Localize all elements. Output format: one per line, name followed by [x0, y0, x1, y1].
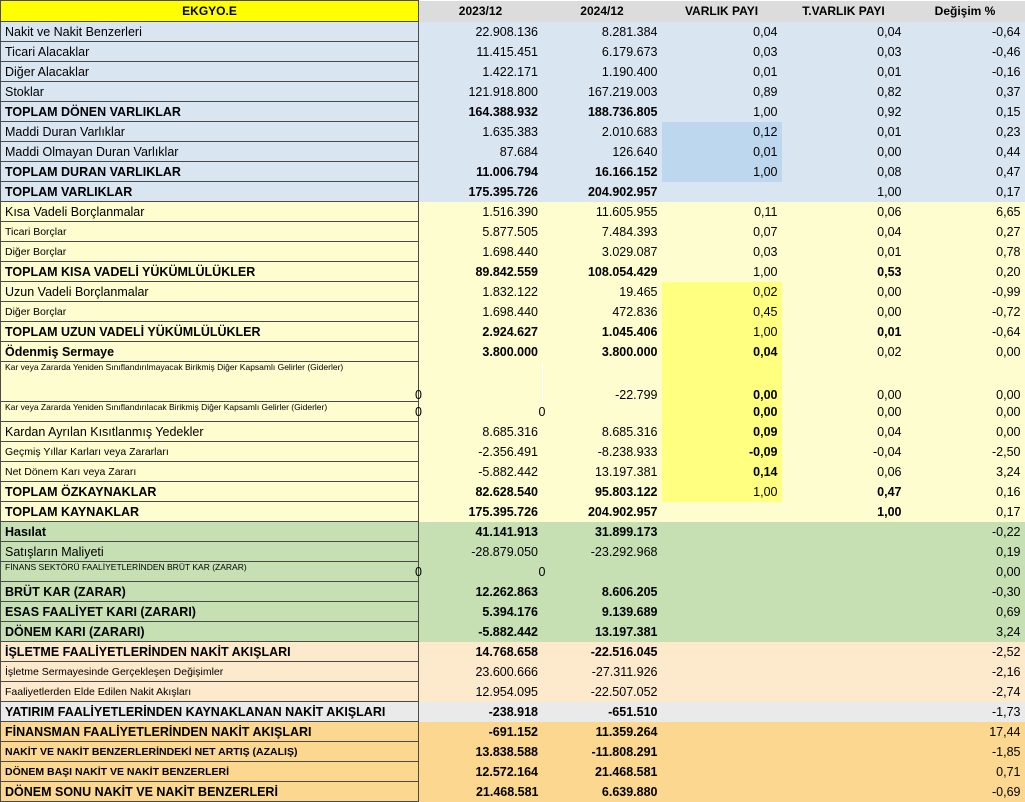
value-2024[interactable]	[538, 402, 662, 422]
t-varlik-payi[interactable]: 0,00	[782, 302, 906, 322]
table-row	[1, 362, 1025, 402]
table-row	[1, 402, 1025, 422]
t-varlik-payi[interactable]	[782, 582, 906, 602]
value-2023[interactable]: 11.006.794	[419, 162, 543, 182]
t-varlik-payi[interactable]	[782, 742, 906, 762]
varlik-payi[interactable]: 0,45	[662, 302, 782, 322]
varlik-payi[interactable]	[662, 642, 782, 662]
row-label[interactable]: DÖNEM SONU NAKİT VE NAKİT BENZERLERİ	[1, 782, 419, 802]
row-label[interactable]: TOPLAM ÖZKAYNAKLAR	[1, 482, 419, 502]
value-2024[interactable]: 21.468.581	[543, 762, 662, 782]
t-varlik-payi[interactable]	[782, 642, 906, 662]
t-varlik-payi[interactable]	[782, 662, 906, 682]
row-label-cell[interactable]	[1, 562, 419, 582]
varlik-payi[interactable]	[662, 762, 782, 782]
value-2023[interactable]: 1.635.383	[419, 122, 543, 142]
degisim[interactable]: 0,23	[906, 122, 1025, 142]
value-2023[interactable]	[415, 402, 543, 422]
value-2023[interactable]: 22.908.136	[419, 22, 543, 42]
varlik-payi[interactable]	[662, 542, 782, 562]
varlik-payi[interactable]	[662, 562, 782, 582]
value-2023[interactable]: 1.832.122	[419, 282, 543, 302]
degisim[interactable]: -0,64	[906, 22, 1025, 42]
table-row	[1, 602, 1025, 622]
value-2024[interactable]: 19.465	[543, 282, 662, 302]
degisim[interactable]: 0,00	[906, 402, 1025, 422]
degisim[interactable]: -2,52	[906, 642, 1025, 662]
table-row	[1, 162, 1025, 182]
table-row	[1, 782, 1025, 802]
varlik-payi[interactable]: 0,04	[662, 22, 782, 42]
row-label[interactable]: TOPLAM UZUN VADELİ YÜKÜMLÜLÜKLER	[1, 322, 419, 342]
value-2023-text: 0	[415, 564, 422, 579]
t-varlik-payi[interactable]: 0,02	[782, 342, 906, 362]
table-row	[1, 702, 1025, 722]
value-2023[interactable]: 12.954.095	[419, 682, 543, 702]
row-label[interactable]: Kısa Vadeli Borçlanmalar	[1, 202, 419, 222]
t-varlik-payi[interactable]	[782, 622, 906, 642]
t-varlik-payi[interactable]: -0,04	[782, 442, 906, 462]
t-varlik-payi[interactable]	[782, 522, 906, 542]
value-2024[interactable]: 204.902.957	[543, 502, 662, 522]
value-2024[interactable]: -11.808.291	[543, 742, 662, 762]
value-2024[interactable]: -23.292.968	[543, 542, 662, 562]
table-row	[1, 242, 1025, 262]
row-label[interactable]: Maddi Olmayan Duran Varlıklar	[1, 142, 419, 162]
degisim[interactable]: 0,27	[906, 222, 1025, 242]
value-2023[interactable]: -5.882.442	[419, 462, 543, 482]
value-2023-text: 0	[415, 404, 422, 419]
varlik-payi[interactable]: 0,04	[662, 342, 782, 362]
varlik-payi[interactable]	[662, 682, 782, 702]
t-varlik-payi[interactable]: 0,00	[782, 362, 906, 402]
value-2024[interactable]: 8.606.205	[543, 582, 662, 602]
value-2023[interactable]: 5.877.505	[419, 222, 543, 242]
row-label[interactable]: TOPLAM DURAN VARLIKLAR	[1, 162, 419, 182]
value-2023-text: 0	[415, 387, 422, 402]
degisim[interactable]: 0,44	[906, 142, 1025, 162]
degisim[interactable]: 0,00	[906, 362, 1025, 402]
row-label[interactable]: NAKİT VE NAKİT BENZERLERİNDEKİ NET ARTIŞ (AZALIŞ)	[1, 742, 419, 762]
col-header-degisim[interactable]: Değişim %	[906, 1, 1025, 22]
value-2024[interactable]: 6.639.880	[543, 782, 662, 802]
row-label[interactable]: TOPLAM VARLIKLAR	[1, 182, 419, 202]
t-varlik-payi[interactable]: 0,00	[782, 402, 906, 422]
value-2023[interactable]: 175.395.726	[419, 182, 543, 202]
value-2023[interactable]: -691.152	[419, 722, 543, 742]
varlik-payi[interactable]: 0,14	[662, 462, 782, 482]
value-2024[interactable]: 13.197.381	[543, 622, 662, 642]
varlik-payi[interactable]: 0,01	[662, 142, 782, 162]
value-2024[interactable]: 9.139.689	[543, 602, 662, 622]
table-row	[1, 722, 1025, 742]
row-label[interactable]: ESAS FAALİYET KARI (ZARARI)	[1, 602, 419, 622]
row-label[interactable]: Satışların Maliyeti	[1, 542, 419, 562]
row-label[interactable]: Stoklar	[1, 82, 419, 102]
value-2023[interactable]: -28.879.050	[419, 542, 543, 562]
value-2023[interactable]: 1.698.440	[419, 302, 543, 322]
value-2023[interactable]: 164.388.932	[419, 102, 543, 122]
degisim[interactable]: 0,16	[906, 482, 1025, 502]
value-2023[interactable]: 1.516.390	[419, 202, 543, 222]
row-label[interactable]: Hasılat	[1, 522, 419, 542]
row-label-cell[interactable]	[1, 362, 419, 402]
varlik-payi[interactable]: 0,01	[662, 62, 782, 82]
degisim[interactable]: 6,65	[906, 202, 1025, 222]
value-2024[interactable]: 167.219.003	[543, 82, 662, 102]
table-row	[1, 102, 1025, 122]
row-label[interactable]: Nakit ve Nakit Benzerleri	[1, 22, 419, 42]
value-2024[interactable]: 1.190.400	[543, 62, 662, 82]
table-row	[1, 22, 1025, 42]
row-label[interactable]: DÖNEM KARI (ZARARI)	[1, 622, 419, 642]
value-2024[interactable]: 2.010.683	[543, 122, 662, 142]
t-varlik-payi[interactable]: 0,04	[782, 222, 906, 242]
value-2023[interactable]: 12.262.863	[419, 582, 543, 602]
value-2024[interactable]: 16.166.152	[543, 162, 662, 182]
row-label[interactable]: Faaliyetlerden Elde Edilen Nakit Akışları	[1, 682, 419, 702]
degisim[interactable]: -0,64	[906, 322, 1025, 342]
degisim[interactable]: -0,22	[906, 522, 1025, 542]
t-varlik-payi[interactable]: 0,47	[782, 482, 906, 502]
varlik-payi[interactable]: 0,11	[662, 202, 782, 222]
table-row	[1, 262, 1025, 282]
t-varlik-payi[interactable]: 0,92	[782, 102, 906, 122]
value-2023[interactable]: 1.698.440	[419, 242, 543, 262]
table-row	[1, 442, 1025, 462]
row-label[interactable]: Kardan Ayrılan Kısıtlanmış Yedekler	[1, 422, 419, 442]
row-label[interactable]: DÖNEM BAŞI NAKİT VE NAKİT BENZERLERİ	[1, 762, 419, 782]
degisim[interactable]: 0,00	[906, 422, 1025, 442]
value-2023[interactable]	[415, 362, 543, 402]
t-varlik-payi[interactable]: 0,82	[782, 82, 906, 102]
t-varlik-payi[interactable]	[782, 682, 906, 702]
table-row	[1, 582, 1025, 602]
table-row	[1, 542, 1025, 562]
t-varlik-payi[interactable]: 0,53	[782, 262, 906, 282]
table-row	[1, 82, 1025, 102]
varlik-payi[interactable]	[662, 702, 782, 722]
table-row	[1, 42, 1025, 62]
t-varlik-payi[interactable]	[782, 702, 906, 722]
degisim[interactable]: -0,99	[906, 282, 1025, 302]
varlik-payi[interactable]: 1,00	[662, 162, 782, 182]
row-label[interactable]: Geçmiş Yıllar Karları veya Zararları	[1, 442, 419, 462]
value-2023[interactable]: -238.918	[419, 702, 543, 722]
col-header-t-varlik-payi[interactable]: T.VARLIK PAYI	[782, 1, 906, 22]
value-2023[interactable]: 14.768.658	[419, 642, 543, 662]
varlik-payi[interactable]	[662, 722, 782, 742]
value-2023[interactable]: 89.842.559	[419, 262, 543, 282]
table-row	[1, 622, 1025, 642]
row-label[interactable]: Ticari Alacaklar	[1, 42, 419, 62]
table-row	[1, 522, 1025, 542]
value-2024[interactable]: 31.899.173	[543, 522, 662, 542]
varlik-payi[interactable]: 0,00	[662, 402, 782, 422]
table-row	[1, 422, 1025, 442]
value-2023[interactable]: 12.572.164	[419, 762, 543, 782]
row-label[interactable]: TOPLAM KISA VADELİ YÜKÜMLÜLÜKLER	[1, 262, 419, 282]
row-label[interactable]: Diğer Alacaklar	[1, 62, 419, 82]
degisim[interactable]: -0,46	[906, 42, 1025, 62]
t-varlik-payi[interactable]: 0,01	[782, 242, 906, 262]
table-row	[1, 142, 1025, 162]
header-row	[1, 1, 1025, 22]
varlik-payi[interactable]: 1,00	[662, 322, 782, 342]
value-2024[interactable]: 7.484.393	[543, 222, 662, 242]
t-varlik-payi[interactable]	[782, 782, 906, 802]
degisim[interactable]: 17,44	[906, 722, 1025, 742]
row-label[interactable]: TOPLAM KAYNAKLAR	[1, 502, 419, 522]
value-2023[interactable]	[415, 562, 543, 582]
degisim[interactable]: 0,00	[906, 562, 1025, 582]
value-2023[interactable]: 23.600.666	[419, 662, 543, 682]
varlik-payi[interactable]: 0,03	[662, 42, 782, 62]
row-label[interactable]: FİNANSMAN FAALİYETLERİNDEN NAKİT AKIŞLARI	[1, 722, 419, 742]
t-varlik-payi[interactable]	[782, 722, 906, 742]
col-header-2024[interactable]: 2024/12	[543, 1, 662, 22]
varlik-payi[interactable]: 1,00	[662, 262, 782, 282]
degisim[interactable]: 0,71	[906, 762, 1025, 782]
t-varlik-payi[interactable]: 0,04	[782, 22, 906, 42]
value-2023[interactable]: 87.684	[419, 142, 543, 162]
value-2024[interactable]: -651.510	[543, 702, 662, 722]
table-row	[1, 462, 1025, 482]
varlik-payi[interactable]	[662, 582, 782, 602]
value-2023[interactable]: 21.468.581	[419, 782, 543, 802]
value-2024-text: 0	[538, 404, 546, 419]
col-header-2023[interactable]: 2023/12	[419, 1, 543, 22]
varlik-payi[interactable]: 0,00	[662, 362, 782, 402]
table-row	[1, 742, 1025, 762]
value-2023[interactable]: 5.394.176	[419, 602, 543, 622]
value-2023[interactable]: 82.628.540	[419, 482, 543, 502]
value-2024[interactable]: 95.803.122	[543, 482, 662, 502]
value-2023[interactable]: -2.356.491	[419, 442, 543, 462]
value-2023[interactable]: 41.141.913	[419, 522, 543, 542]
row-label[interactable]: YATIRIM FAALİYETLERİNDEN KAYNAKLANAN NAKİT AKIŞLARI	[1, 702, 419, 722]
t-varlik-payi[interactable]	[782, 542, 906, 562]
degisim[interactable]: -2,74	[906, 682, 1025, 702]
t-varlik-payi[interactable]: 0,08	[782, 162, 906, 182]
degisim[interactable]: 0,47	[906, 162, 1025, 182]
table-row	[1, 122, 1025, 142]
value-2024[interactable]: 3.029.087	[543, 242, 662, 262]
varlik-payi[interactable]: 0,03	[662, 242, 782, 262]
t-varlik-payi[interactable]: 0,00	[782, 282, 906, 302]
table-row	[1, 682, 1025, 702]
value-2023[interactable]: -5.882.442	[419, 622, 543, 642]
table-row	[1, 322, 1025, 342]
value-2023[interactable]: 1.422.171	[419, 62, 543, 82]
row-label[interactable]: Diğer Borçlar	[1, 242, 419, 262]
table-row	[1, 342, 1025, 362]
value-2024[interactable]: 6.179.673	[543, 42, 662, 62]
value-2024[interactable]: 13.197.381	[543, 462, 662, 482]
t-varlik-payi[interactable]: 0,06	[782, 202, 906, 222]
degisim[interactable]: 0,69	[906, 602, 1025, 622]
varlik-payi[interactable]: 0,02	[662, 282, 782, 302]
degisim[interactable]: -0,69	[906, 782, 1025, 802]
varlik-payi[interactable]: 0,89	[662, 82, 782, 102]
row-label-cell[interactable]	[1, 402, 419, 422]
table-row	[1, 562, 1025, 582]
col-header-varlik-payi[interactable]: VARLIK PAYI	[662, 1, 782, 22]
degisim[interactable]: -2,50	[906, 442, 1025, 462]
row-label[interactable]: Maddi Duran Varlıklar	[1, 122, 419, 142]
value-2024[interactable]: 8.685.316	[543, 422, 662, 442]
table-row	[1, 502, 1025, 522]
row-label[interactable]: İŞLETME FAALİYETLERİNDEN NAKİT AKIŞLARI	[1, 642, 419, 662]
t-varlik-payi[interactable]: 0,01	[782, 122, 906, 142]
value-2024[interactable]: 188.736.805	[543, 102, 662, 122]
varlik-payi[interactable]: 0,07	[662, 222, 782, 242]
degisim[interactable]: -0,72	[906, 302, 1025, 322]
degisim[interactable]: -1,73	[906, 702, 1025, 722]
varlik-payi[interactable]: 0,12	[662, 122, 782, 142]
table-row	[1, 222, 1025, 242]
table-row	[1, 762, 1025, 782]
value-2024[interactable]	[538, 562, 662, 582]
degisim[interactable]: 0,00	[906, 342, 1025, 362]
degisim[interactable]: 0,19	[906, 542, 1025, 562]
degisim[interactable]: -0,16	[906, 62, 1025, 82]
ticker-cell[interactable]: EKGYO.E	[1, 1, 419, 22]
value-2024-text: 0	[538, 564, 546, 579]
varlik-payi[interactable]: 1,00	[662, 102, 782, 122]
t-varlik-payi[interactable]	[782, 562, 906, 582]
t-varlik-payi[interactable]: 0,04	[782, 422, 906, 442]
table-row	[1, 182, 1025, 202]
row-label[interactable]: Diğer Borçlar	[1, 302, 419, 322]
value-2023[interactable]: 13.838.588	[419, 742, 543, 762]
varlik-payi[interactable]: 0,09	[662, 422, 782, 442]
row-label[interactable]: BRÜT KAR (ZARAR)	[1, 582, 419, 602]
table-row	[1, 642, 1025, 662]
table-row	[1, 62, 1025, 82]
varlik-payi[interactable]	[662, 622, 782, 642]
row-label: Kar veya Zararda Yeniden Sınıflandırılacak Birikmiş Diğer Kapsamlı Gelirler (Giderler)	[5, 402, 328, 412]
value-2024[interactable]: 1.045.406	[543, 322, 662, 342]
degisim[interactable]: 3,24	[906, 462, 1025, 482]
table-row	[1, 662, 1025, 682]
varlik-payi[interactable]	[662, 782, 782, 802]
value-2024[interactable]: 11.605.955	[543, 202, 662, 222]
table-row	[1, 202, 1025, 222]
value-2024[interactable]: 8.281.384	[543, 22, 662, 42]
varlik-payi[interactable]	[662, 602, 782, 622]
degisim[interactable]: 0,17	[906, 182, 1025, 202]
degisim[interactable]: -2,16	[906, 662, 1025, 682]
row-label: Kar veya Zararda Yeniden Sınıflandırılmayacak Birikmiş Diğer Kapsamlı Gelirler (Giderler)	[5, 362, 344, 372]
t-varlik-payi[interactable]: 1,00	[782, 502, 906, 522]
varlik-payi[interactable]: -0,09	[662, 442, 782, 462]
degisim[interactable]: 3,24	[906, 622, 1025, 642]
value-2024[interactable]: 472.836	[543, 302, 662, 322]
t-varlik-payi[interactable]	[782, 762, 906, 782]
degisim[interactable]: -1,85	[906, 742, 1025, 762]
table-row	[1, 302, 1025, 322]
degisim[interactable]: 0,20	[906, 262, 1025, 282]
value-2024[interactable]: -22.799	[543, 362, 662, 402]
value-2023[interactable]: 2.924.627	[419, 322, 543, 342]
value-2024[interactable]: 126.640	[543, 142, 662, 162]
row-label[interactable]: İşletme Sermayesinde Gerçekleşen Değişimler	[1, 662, 419, 682]
varlik-payi[interactable]: 1,00	[662, 482, 782, 502]
value-2023[interactable]: 3.800.000	[419, 342, 543, 362]
degisim[interactable]: 0,78	[906, 242, 1025, 262]
t-varlik-payi[interactable]: 0,01	[782, 62, 906, 82]
row-label[interactable]: Ticari Borçlar	[1, 222, 419, 242]
value-2024[interactable]: 11.359.264	[543, 722, 662, 742]
value-2024[interactable]: 108.054.429	[543, 262, 662, 282]
varlik-payi[interactable]	[662, 662, 782, 682]
table-row	[1, 282, 1025, 302]
degisim[interactable]: 0,37	[906, 82, 1025, 102]
t-varlik-payi[interactable]	[782, 602, 906, 622]
varlik-payi[interactable]	[662, 742, 782, 762]
row-label[interactable]: Net Dönem Karı veya Zararı	[1, 462, 419, 482]
t-varlik-payi[interactable]: 1,00	[782, 182, 906, 202]
row-label[interactable]: Ödenmiş Sermaye	[1, 342, 419, 362]
value-2024[interactable]: -22.516.045	[543, 642, 662, 662]
varlik-payi[interactable]	[662, 182, 782, 202]
degisim[interactable]: -0,30	[906, 582, 1025, 602]
value-2023[interactable]: 175.395.726	[419, 502, 543, 522]
value-2023[interactable]: 8.685.316	[419, 422, 543, 442]
value-2024[interactable]: -27.311.926	[543, 662, 662, 682]
varlik-payi[interactable]	[662, 502, 782, 522]
value-2023[interactable]: 11.415.451	[419, 42, 543, 62]
value-2024[interactable]: -22.507.052	[543, 682, 662, 702]
t-varlik-payi[interactable]: 0,03	[782, 42, 906, 62]
t-varlik-payi[interactable]: 0,06	[782, 462, 906, 482]
varlik-payi[interactable]	[662, 522, 782, 542]
t-varlik-payi[interactable]: 0,01	[782, 322, 906, 342]
row-label[interactable]: Uzun Vadeli Borçlanmalar	[1, 282, 419, 302]
value-2024[interactable]: 204.902.957	[543, 182, 662, 202]
value-2023[interactable]: 121.918.800	[419, 82, 543, 102]
table-row	[1, 482, 1025, 502]
row-label: FİNANS SEKTÖRÜ FAALİYETLERİNDEN BRÜT KAR (ZARAR)	[5, 562, 247, 572]
t-varlik-payi[interactable]: 0,00	[782, 142, 906, 162]
degisim[interactable]: 0,15	[906, 102, 1025, 122]
value-2024[interactable]: -8.238.933	[543, 442, 662, 462]
row-label[interactable]: TOPLAM DÖNEN VARLIKLAR	[1, 102, 419, 122]
degisim[interactable]: 0,17	[906, 502, 1025, 522]
value-2024[interactable]: 3.800.000	[543, 342, 662, 362]
